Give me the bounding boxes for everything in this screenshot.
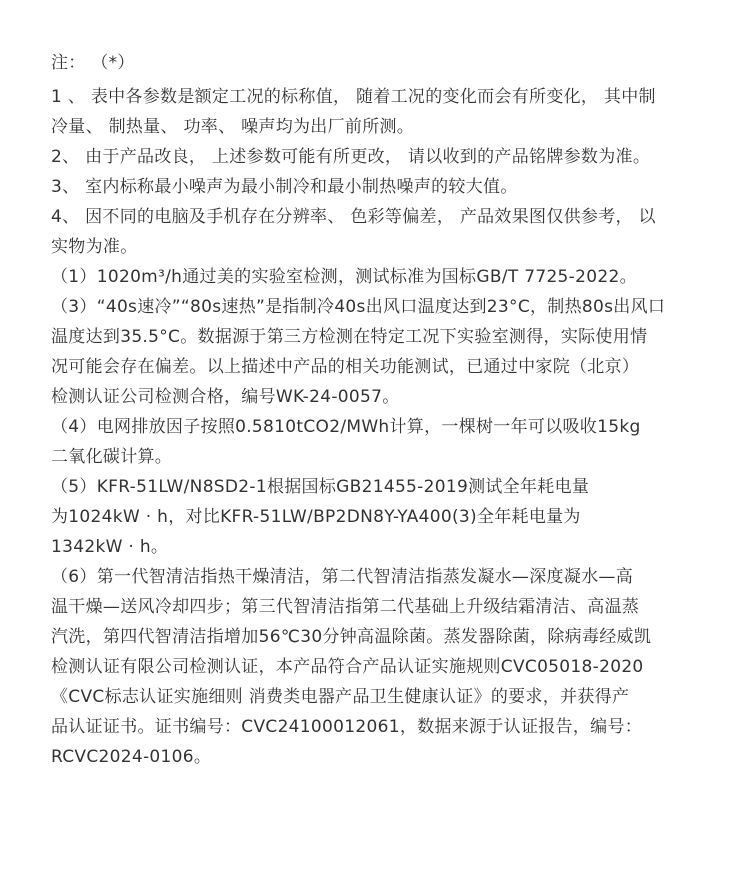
footnote-line: 《CVC标志认证实施细则 消费类电器产品卫生健康认证》的要求，并获得产 [51, 687, 630, 707]
notes-heading: 注： （*） [51, 53, 135, 73]
footnote-line: 温干燥—送风冷却四步；第三代智清洁指第二代基础上升级结霜清洁、高温蒸 [51, 597, 640, 617]
footnote-line: （3）“40s速冷”“80s速热”是指制冷40s出风口温度达到23°C，制热80s出风口 [51, 297, 666, 317]
note-line: 3、 室内标称最小噪声为最小制冷和最小制热噪声的较大值。 [51, 177, 518, 197]
notes-section [51, 48, 711, 772]
footnote-line: 况可能会存在偏差。以上描述中产品的相关功能测试，已通过中家院（北京） [51, 357, 640, 377]
footnote-line: 检测认证公司检测合格，编号WK-24-0057。 [51, 387, 400, 407]
footnote-line: 二氧化碳计算。 [51, 447, 173, 467]
footnote-line: （1）1020m³/h通过美的实验室检测，测试标准为国标GB/T 7725-2022。 [51, 267, 637, 287]
note-line: 1 、 表中各参数是额定工况的标称值， 随着工况的变化而会有所变化， 其中制 [51, 87, 656, 107]
footnote-line: RCVC2024-0106。 [51, 747, 212, 767]
footnote-line: （4）电网排放因子按照0.5810tCO2/MWh计算，一棵树一年可以吸收15kg [51, 417, 641, 437]
footnote-line: 为1024kW · h，对比KFR-51LW/BP2DN8Y-YA400(3)全年耗电量为 [51, 507, 581, 527]
note-line: 冷量、 制热量、 功率、 噪声均为出厂前所测。 [51, 117, 415, 137]
footnote-line: 品认证证书。证书编号：CVC24100012061，数据来源于认证报告，编号： [51, 717, 643, 737]
note-line: 实物为准。 [51, 237, 138, 257]
note-line: 2、 由于产品改良， 上述参数可能有所更改， 请以收到的产品铭牌参数为准。 [51, 147, 651, 167]
footnote-line: 1342kW · h。 [51, 537, 169, 557]
footnote-line: 检测认证有限公司检测认证，本产品符合产品认证实施规则CVC05018-2020 [51, 657, 644, 677]
note-line: 4、 因不同的电脑及手机存在分辨率、 色彩等偏差， 产品效果图仅供参考， 以 [51, 207, 656, 227]
footnote-line: （6）第一代智清洁指热干燥清洁，第二代智清洁指蒸发凝水—深度凝水—高 [51, 567, 634, 587]
footnote-line: 温度达到35.5°C。数据源于第三方检测在特定工况下实验室测得，实际使用情 [51, 327, 648, 347]
footnote-line: 汽洗，第四代智清洁指增加56℃30分钟高温除菌。蒸发器除菌，除病毒经威凯 [51, 627, 652, 647]
footnote-line: （5）KFR-51LW/N8SD2-1根据国标GB21455-2019测试全年耗电量 [51, 477, 590, 497]
